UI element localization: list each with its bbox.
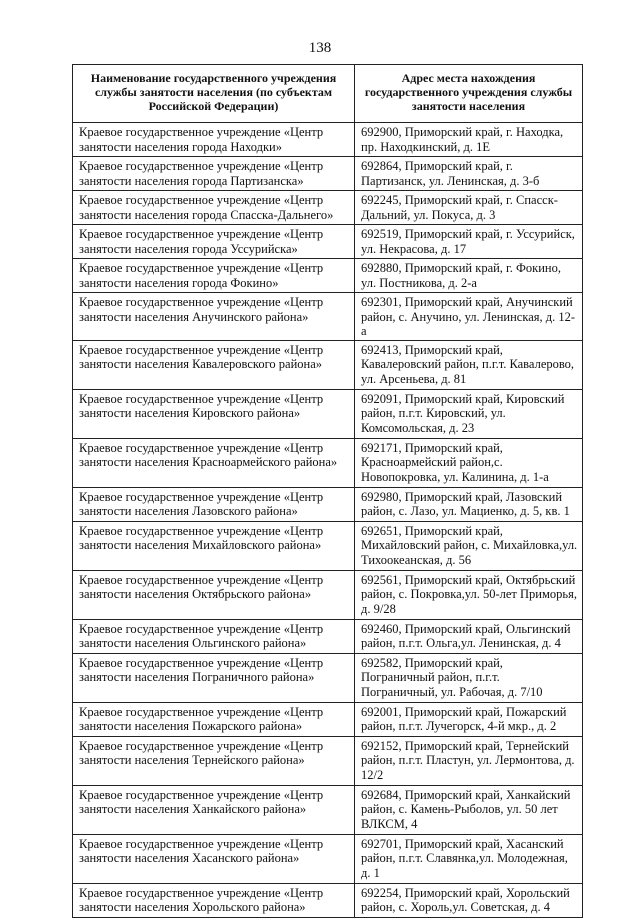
address-cell: 692460, Приморский край, Ольгинский район, п.г.т. Ольга,ул. Ленинская, д. 4 — [355, 619, 583, 653]
address-cell: 692152, Приморский край, Тернейский район, п.г.т. Пластун, ул. Лермонтова, д. 12/2 — [355, 736, 583, 785]
table-row — [73, 487, 583, 521]
address-cell: 692519, Приморский край, г. Уссурийск, ул. Некрасова, д. 17 — [355, 225, 583, 259]
institution-name-cell: Краевое государственное учреждение «Центр занятости населения города Фокино» — [73, 259, 355, 293]
table-row — [73, 702, 583, 736]
address-cell: 692684, Приморский край, Ханкайский район, с. Камень-Рыболов, ул. 50 лет ВЛКСМ, 4 — [355, 785, 583, 834]
institution-name-cell: Краевое государственное учреждение «Центр занятости населения Пожарского района» — [73, 702, 355, 736]
address-cell: 692651, Приморский край, Михайловский район, с. Михайловка,ул. Тихоокеанская, д. 56 — [355, 521, 583, 570]
table-row — [73, 883, 583, 917]
table-row — [73, 389, 583, 438]
table-row — [73, 340, 583, 389]
address-cell: 692245, Приморский край, г. Спасск-Дальний, ул. Покуса, д. 3 — [355, 191, 583, 225]
table-row — [73, 157, 583, 191]
table-row — [73, 225, 583, 259]
address-cell: 692301, Приморский край, Анучинский район, с. Анучино, ул. Ленинская, д. 12-а — [355, 293, 583, 341]
page-number: 138 — [308, 40, 332, 56]
table-row — [73, 653, 583, 702]
address-cell: 692880, Приморский край, г. Фокино, ул. Постникова, д. 2-а — [355, 259, 583, 293]
institution-name-cell: Краевое государственное учреждение «Центр занятости населения Кировского района» — [73, 389, 355, 438]
institution-name-cell: Краевое государственное учреждение «Центр занятости населения Ольгинского района» — [73, 619, 355, 653]
header-address: Адрес места нахождения государственного учреждения службы занятости населения — [355, 65, 583, 123]
address-cell: 692864, Приморский край, г. Партизанск, ул. Ленинская, д. 3-б — [355, 157, 583, 191]
institution-name-cell: Краевое государственное учреждение «Центр занятости населения города Спасска-Дальнего» — [73, 191, 355, 225]
institution-name-cell: Краевое государственное учреждение «Центр занятости населения Октябрьского района» — [73, 570, 355, 619]
address-cell: 692980, Приморский край, Лазовский район, с. Лазо, ул. Мациенко, д. 5, кв. 1 — [355, 487, 583, 521]
address-cell: 692900, Приморский край, г. Находка, пр. Находкинский, д. 1Е — [355, 123, 583, 157]
address-cell: 692091, Приморский край, Кировский район, п.г.т. Кировский, ул. Комсомольская, д. 23 — [355, 389, 583, 438]
header-institution-name: Наименование государственного учреждения службы занятости населения (по субъектам Российской Федерации) — [73, 65, 355, 123]
table-row — [73, 191, 583, 225]
address-cell: 692582, Приморский край, Пограничный район, п.г.т. Пограничный, ул. Рабочая, д. 7/10 — [355, 653, 583, 702]
institution-name-cell: Краевое государственное учреждение «Центр занятости населения Хасанского района» — [73, 834, 355, 883]
table-row — [73, 438, 583, 487]
institution-name-cell: Краевое государственное учреждение «Центр занятости населения Ханкайского района» — [73, 785, 355, 834]
institution-name-cell: Краевое государственное учреждение «Центр занятости населения Тернейского района» — [73, 736, 355, 785]
table-row — [73, 785, 583, 834]
institution-name-cell: Краевое государственное учреждение «Центр занятости населения Хорольского района» — [73, 883, 355, 917]
table-header-row — [73, 65, 583, 123]
address-cell: 692413, Приморский край, Кавалеровский район, п.г.т. Кавалерово, ул. Арсеньева, д. 81 — [355, 340, 583, 389]
institution-name-cell: Краевое государственное учреждение «Центр занятости населения города Партизанска» — [73, 157, 355, 191]
institution-name-cell: Краевое государственное учреждение «Центр занятости населения Анучинского района» — [73, 293, 355, 341]
institution-name-cell: Краевое государственное учреждение «Центр занятости населения Михайловского района» — [73, 521, 355, 570]
institution-name-cell: Краевое государственное учреждение «Центр занятости населения Лазовского района» — [73, 487, 355, 521]
address-cell: 692001, Приморский край, Пожарский район, п.г.т. Лучегорск, 4-й мкр., д. 2 — [355, 702, 583, 736]
table-row — [73, 570, 583, 619]
institution-name-cell: Краевое государственное учреждение «Центр занятости населения Пограничного района» — [73, 653, 355, 702]
address-cell: 692171, Приморский край, Красноармейский район,с. Новопокровка, ул. Калинина, д. 1-а — [355, 438, 583, 487]
table-row — [73, 293, 583, 341]
address-cell: 692701, Приморский край, Хасанский район, п.г.т. Славянка,ул. Молодежная, д. 1 — [355, 834, 583, 883]
institution-name-cell: Краевое государственное учреждение «Центр занятости населения Красноармейского района» — [73, 438, 355, 487]
employment-centers-table — [72, 64, 583, 918]
table-row — [73, 521, 583, 570]
table-row — [73, 259, 583, 293]
table-row — [73, 619, 583, 653]
table-row — [73, 736, 583, 785]
institution-name-cell: Краевое государственное учреждение «Центр занятости населения города Находки» — [73, 123, 355, 157]
table-row — [73, 123, 583, 157]
institution-name-cell: Краевое государственное учреждение «Центр занятости населения Кавалеровского района» — [73, 340, 355, 389]
address-cell: 692254, Приморский край, Хорольский район, с. Хороль,ул. Советская, д. 4 — [355, 883, 583, 917]
address-cell: 692561, Приморский край, Октябрьский район, с. Покровка,ул. 50-лет Приморья, д. 9/28 — [355, 570, 583, 619]
table-row — [73, 834, 583, 883]
institution-name-cell: Краевое государственное учреждение «Центр занятости населения города Уссурийска» — [73, 225, 355, 259]
